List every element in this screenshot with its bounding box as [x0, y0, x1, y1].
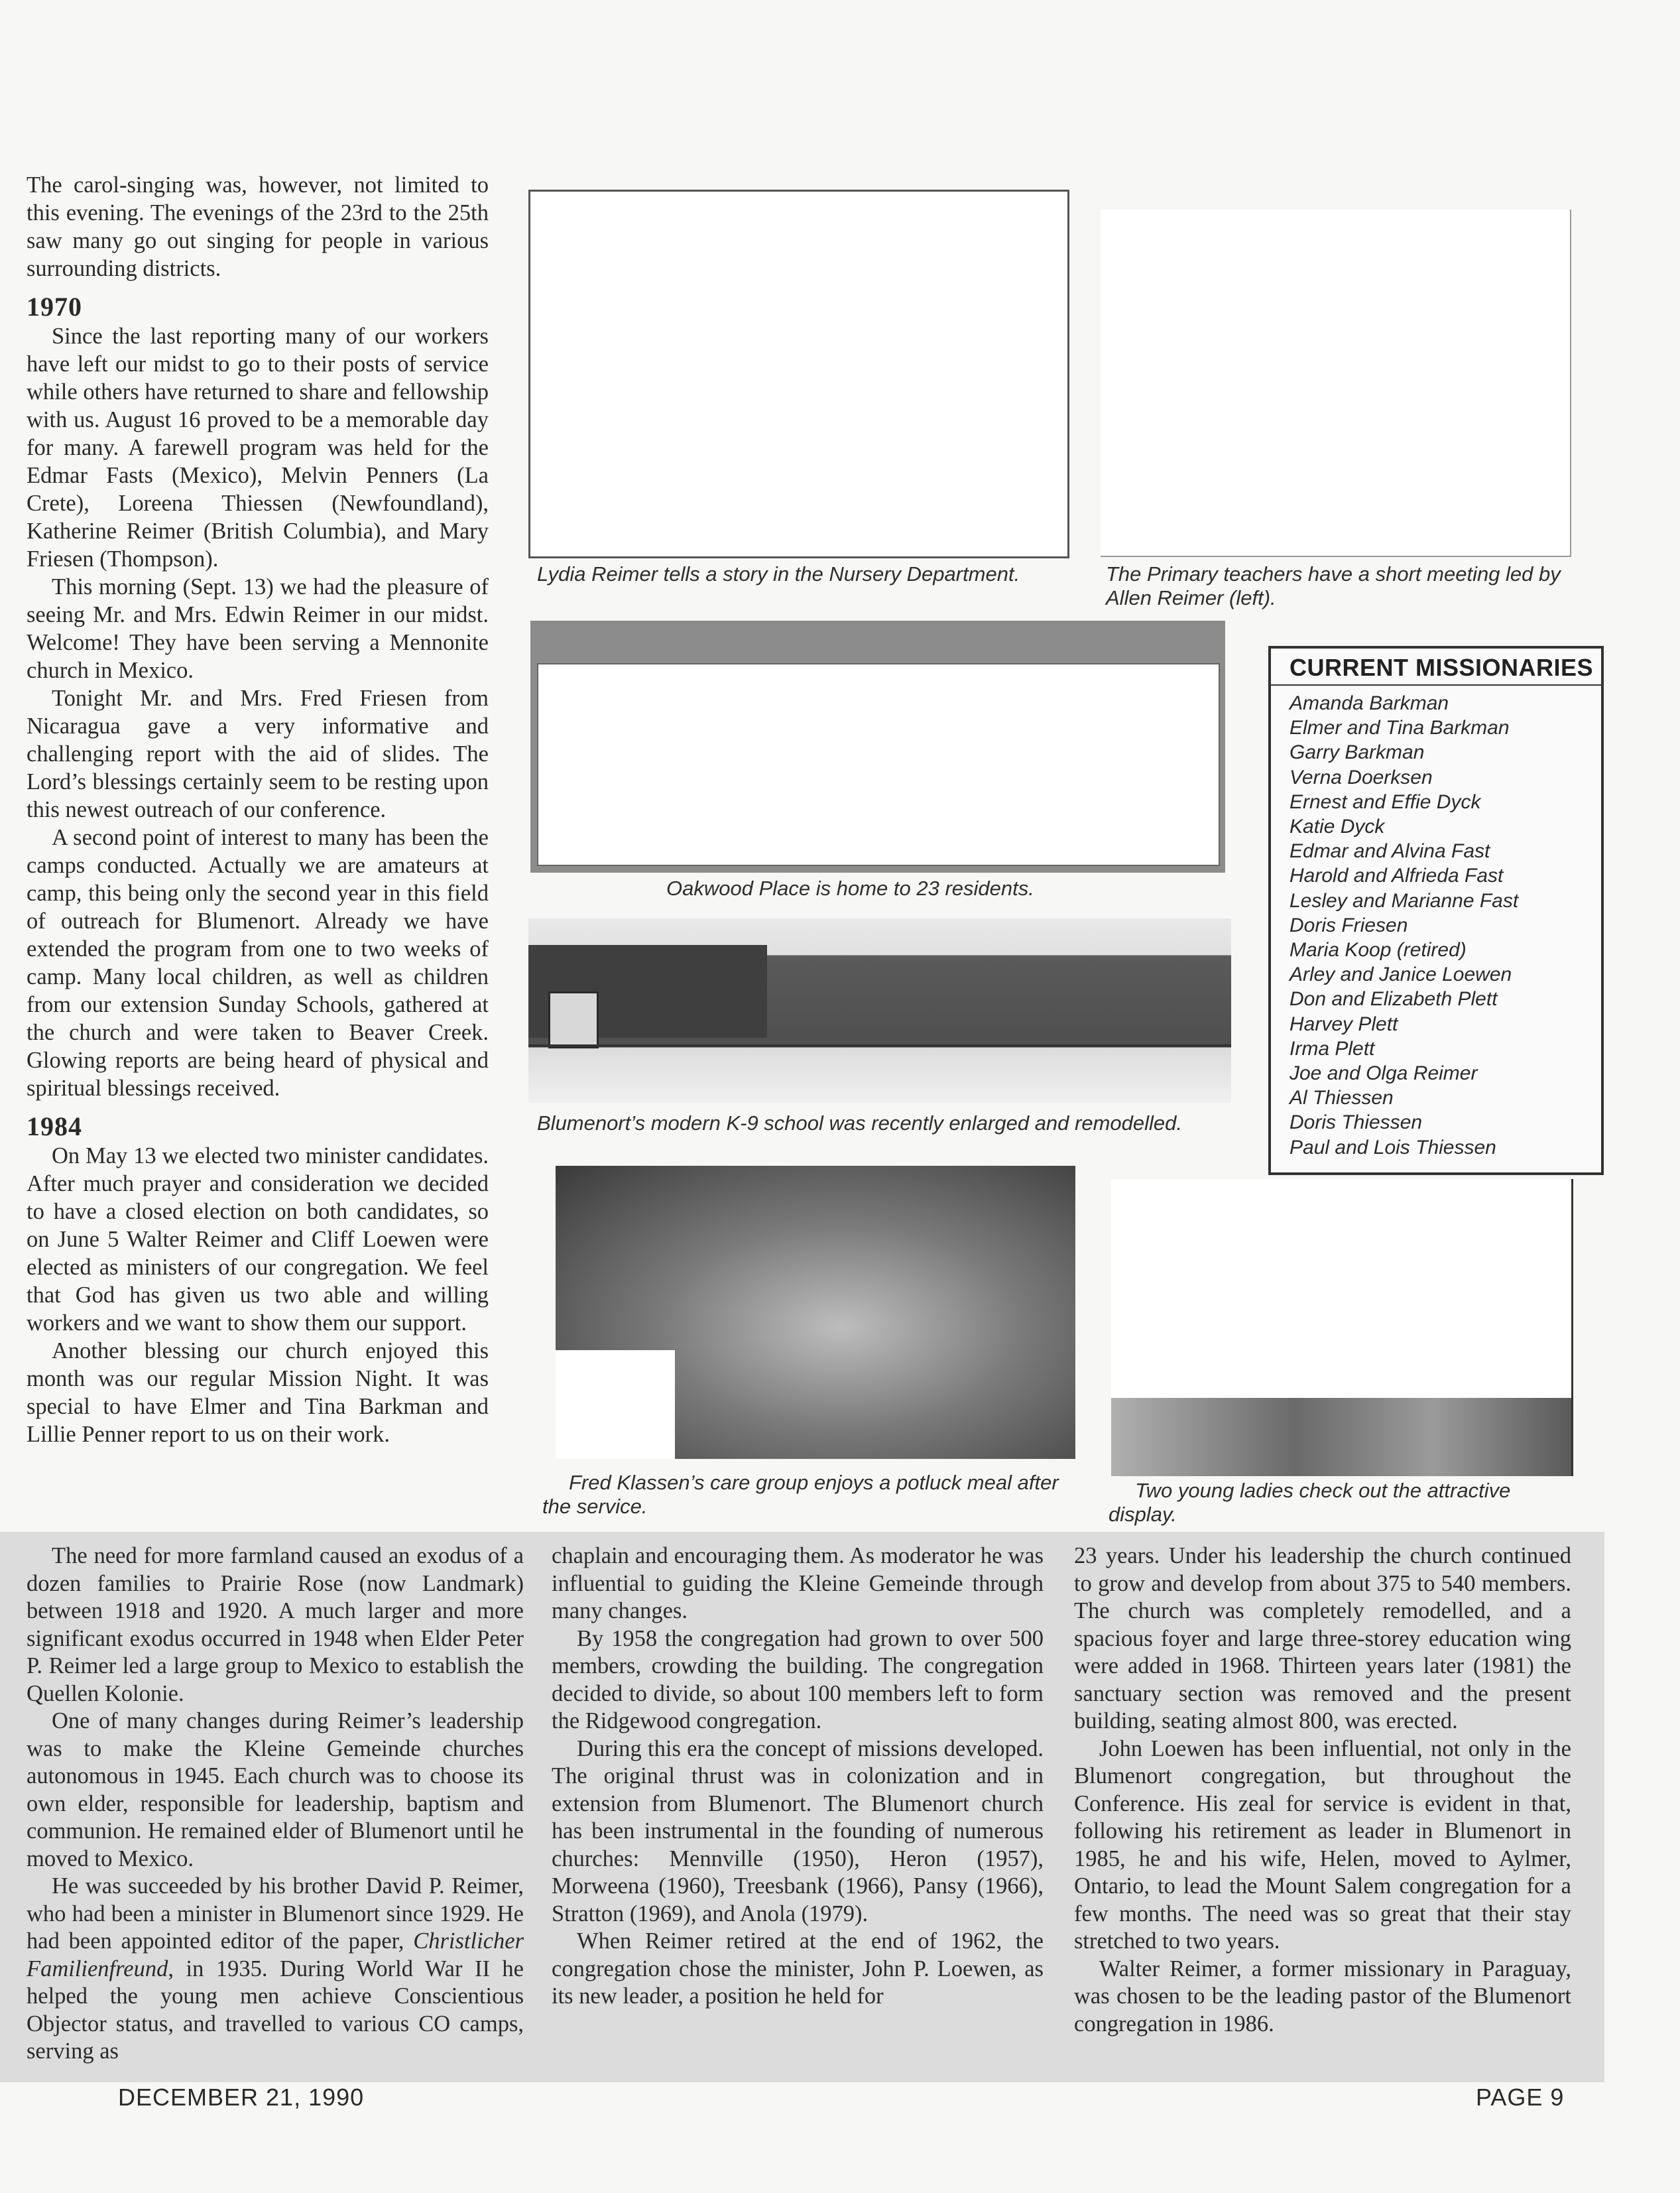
missionary-name: Verna Doerksen	[1290, 766, 1433, 788]
missionary-name: Paul and Lois Thiessen	[1290, 1136, 1496, 1159]
paragraph: chaplain and encouraging them. As moderator he was influential to guiding the Kleine Gemeinde through many changes.	[552, 1543, 1044, 1623]
newspaper-title: Christlicher Familienfreund	[27, 1928, 524, 1981]
photo-school	[528, 918, 1231, 1103]
missionary-name: Amanda Barkman	[1290, 692, 1449, 714]
missionary-name: Garry Barkman	[1290, 741, 1425, 764]
current-missionaries-box	[1268, 646, 1604, 1175]
paragraph: The need for more farmland caused an exodus of a dozen families to Prairie Rose (now Landmark) between 1918 and 1920. A much larger and more significant exodus occurred in 1948 when Elder Peter P. Reimer led a large group to Mexico to establish the Quellen Kolonie.	[27, 1543, 524, 1706]
paragraph: Another blessing our church enjoyed this month was our regular Mission Night. It was special to have Elmer and Tina Barkman and Lillie Penner report to us on their work.	[27, 1338, 489, 1447]
left-column	[27, 171, 489, 1448]
history-column-1	[27, 1542, 524, 2066]
paragraph: Tonight Mr. and Mrs. Fred Friesen from Nicaragua gave a very informative and challenging report with the aid of slides. The Lord’s blessings certainly seem to be resting upon this newest outreach of our conference.	[27, 686, 489, 822]
missionary-name: Katie Dyck	[1290, 816, 1385, 838]
paragraph: One of many changes during Reimer’s leadership was to make the Kleine Gemeinde churches autonomous in 1945. Each church was to choose its own elder, responsible for leadership, baptism and communion. He remained elder of Blumenort until he moved to Mexico.	[27, 1708, 524, 1871]
photo-young-ladies	[1111, 1179, 1573, 1476]
caption-oakwood: Oakwood Place is home to 23 residents.	[666, 877, 1034, 900]
paragraph: When Reimer retired at the end of 1962, the congregation chose the minister, John P. Loewen, as its new leader, a position he held for	[552, 1928, 1044, 2009]
photo-potluck-meal	[556, 1166, 1075, 1459]
photo-nursery	[528, 190, 1069, 558]
missionaries-list	[1271, 686, 1601, 1160]
paragraph: 23 years. Under his leadership the church continued to grow and develop from about 375 to 540 members. The church was completely remodelled, and a spacious foyer and large three-storey education wing were added in 1968. Thirteen years later (1981) the sanctuary section was removed and the present building, seating almost 800, was erected.	[1074, 1543, 1571, 1733]
intro-paragraph: The carol-singing was, however, not limited to this evening. The evenings of the 23rd to the 25th saw many go out singing for people in various surrounding districts.	[27, 172, 489, 281]
caption-school: Blumenort’s modern K-9 school was recently enlarged and remodelled.	[537, 1111, 1183, 1135]
missionaries-title: CURRENT MISSIONARIES	[1271, 649, 1601, 686]
paragraph: Since the last reporting many of our workers have left our midst to go to their posts of service while others have returned to share and fellowship with us. August 16 proved to be a memorable day for many. A farewell program was held for the Edmar Fasts (Mexico), Melvin Penners (La Crete), Loreena Thiessen (Newfoundland), Katherine Reimer (British Columbia), and Mary Friesen (Thompson).	[27, 324, 489, 572]
missionary-name: Maria Koop (retired)	[1290, 939, 1467, 962]
missionary-name: Doris Thiessen	[1290, 1111, 1423, 1134]
missionary-name: Joe and Olga Reimer	[1290, 1062, 1478, 1085]
text-run: , in 1935. During World War II he helped the young men achieve Conscientious Objector status, and travelled to various CO camps, serving as	[27, 1956, 524, 2064]
photo-oakwood-place	[530, 621, 1225, 873]
paragraph: This morning (Sept. 13) we had the pleasure of seeing Mr. and Mrs. Edwin Reimer in our midst. Welcome! They have been serving a Mennonite church in Mexico.	[27, 574, 489, 683]
paragraph: A second point of interest to many has been the camps conducted. Actually we are amateurs at camp, this being only the second year in this field of outreach for Blumenort. Already we have extended the program from one to two weeks of camp. Many local children, as well as children from our extension Sunday Schools, gathered at the church and were taken to Beaver Creek. Glowing reports are being heard of physical and spiritual blessings received.	[27, 825, 489, 1101]
history-column-2	[552, 1542, 1044, 2011]
missionary-name: Elmer and Tina Barkman	[1290, 717, 1510, 739]
footer-date: DECEMBER 21, 1990	[118, 2084, 365, 2111]
caption-potluck: Fred Klassen’s care group enjoys a potluck meal after the service.	[542, 1471, 1059, 1518]
caption-primary-teachers: The Primary teachers have a short meeting led by Allen Reimer (left).	[1106, 562, 1561, 609]
missionary-name: Ernest and Effie Dyck	[1290, 790, 1481, 813]
missionary-name: Edmar and Alvina Fast	[1290, 840, 1490, 863]
missionary-name: Don and Elizabeth Plett	[1290, 988, 1498, 1011]
photo-primary-teachers	[1101, 210, 1571, 557]
year-heading-1984: 1984	[27, 1111, 82, 1141]
missionary-name: Arley and Janice Loewen	[1290, 964, 1512, 986]
text-run: He was succeeded by his brother David P. Reimer, who had been a minister in Blumenort since 1929. He had been appointed editor of the paper,	[27, 1873, 524, 1954]
missionary-name: Harvey Plett	[1290, 1013, 1398, 1035]
missionary-name: Irma Plett	[1290, 1037, 1375, 1060]
caption-nursery: Lydia Reimer tells a story in the Nursery Department.	[537, 562, 1020, 586]
footer-page-number: PAGE 9	[1476, 2084, 1565, 2111]
paragraph	[27, 1873, 524, 2066]
paragraph: On May 13 we elected two minister candidates. After much prayer and consideration we decided to have a closed election on both candidates, so on June 5 Walter Reimer and Cliff Loewen were elected as ministers of our congregation. We feel that God has given us two able and willing workers and we want to show them our support.	[27, 1143, 489, 1336]
missionary-name: Al Thiessen	[1290, 1087, 1394, 1109]
missionary-name: Harold and Alfrieda Fast	[1290, 865, 1504, 887]
missionary-name: Doris Friesen	[1290, 914, 1408, 936]
year-heading-1970: 1970	[27, 292, 82, 322]
missionary-name: Lesley and Marianne Fast	[1290, 889, 1519, 912]
caption-young-ladies: Two young ladies check out the attractive display.	[1109, 1479, 1511, 1526]
paragraph: Walter Reimer, a former missionary in Paraguay, was chosen to be the leading pastor of the Blumenort congregation in 1986.	[1074, 1956, 1571, 2036]
paragraph: By 1958 the congregation had grown to over 500 members, crowding the building. The congregation decided to divide, so about 100 members left to form the Ridgewood congregation.	[552, 1625, 1044, 1733]
paragraph: John Loewen has been influential, not only in the Blumenort congregation, but throughout the Conference. His zeal for service is evident in that, following his retirement as leader in Blumenort in 1985, he and his wife, Helen, moved to Aylmer, Ontario, to lead the Mount Salem congregation for a few months. The need was so great that their stay stretched to two years.	[1074, 1735, 1571, 1954]
paragraph: During this era the concept of missions developed. The original thrust was in colonization and in extension from Blumenort. The Blumenort church has been instrumental in the founding of numerous churches: Mennville (1950), Heron (1957), Morweena (1960), Treesbank (1966), Pansy (1966), Stratton (1969), and Anola (1979).	[552, 1735, 1044, 1926]
history-column-3	[1074, 1542, 1571, 2038]
